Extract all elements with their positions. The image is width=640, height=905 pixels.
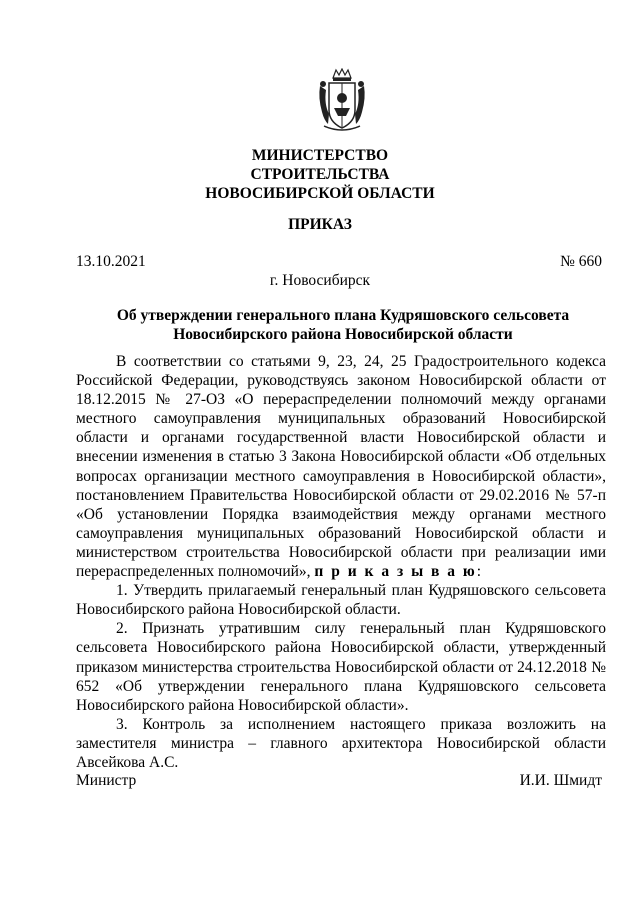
document-date: 13.10.2021 bbox=[76, 253, 146, 270]
signatory-name: И.И. Шмидт bbox=[519, 772, 602, 789]
ministry-name bbox=[0, 146, 640, 203]
document-number: № 660 bbox=[560, 253, 602, 270]
document-city: г. Новосибирск bbox=[269, 272, 371, 289]
order-word: п р и к а з ы в а ю bbox=[314, 563, 477, 581]
ministry-line-1: МИНИСТЕРСТВО bbox=[251, 147, 389, 164]
ministry-line-2: СТРОИТЕЛЬСТВА bbox=[250, 166, 390, 183]
subject-line-1: Об утверждении генерального плана Кудряшовского сельсовета bbox=[116, 307, 570, 324]
body-paragraph-1: 1. Утвердить прилагаемый генеральный план Кудряшовского сельсовета Новосибирского района Новосибирской области. bbox=[76, 582, 606, 619]
preamble-text: В соответствии со статьями 9, 23, 24, 25 Градостроительного кодекса Российской Федерации, руководствуясь законом Новосибирской области от 18.12.2015 № 27-ОЗ «О перераспределении полномочий между органами местного самоуправления муниципальных образований Новосибирской области и органами государственной власти Новосибирской области и внесении изменения в статью 3 Закона Новосибирской области «Об отдельных вопросах организации местного самоуправления в Новосибирской области», постановлением Правительства Новосибирской области от 29.02.2016 № 57-п «Об установлении Порядка взаимодействия между органами местного самоуправления муниципальных образований Новосибирской области и министерством строительства Новосибирской области при реализации ими перераспределенных полномочий», bbox=[76, 353, 606, 581]
document-subject bbox=[100, 306, 586, 344]
document-type: ПРИКАЗ bbox=[288, 216, 352, 233]
coat-of-arms-emblem bbox=[316, 68, 368, 134]
ministry-line-3: НОВОСИБИРСКОЙ ОБЛАСТИ bbox=[205, 185, 435, 202]
preamble-end: : bbox=[476, 563, 482, 581]
signatory-role: Министр bbox=[76, 772, 137, 789]
body-paragraph-preamble bbox=[76, 352, 606, 581]
body-paragraph-3: 3. Контроль за исполнением настоящего приказа возложить на заместителя министра – главного архитектора Новосибирской области Авсейкова А.С. bbox=[76, 715, 606, 771]
subject-line-2: Новосибирского района Новосибирской области bbox=[173, 326, 513, 343]
body-paragraph-2: 2. Признать утратившим силу генеральный план Кудряшовского сельсовета Новосибирского района Новосибирской области, утвержденный приказом министерства строительства Новосибирской области от 24.12.2018 № 652 «Об утверждении генерального плана Кудряшовского сельсовета Новосибирского района Новосибирской области». bbox=[76, 620, 606, 714]
document-body bbox=[76, 352, 606, 772]
